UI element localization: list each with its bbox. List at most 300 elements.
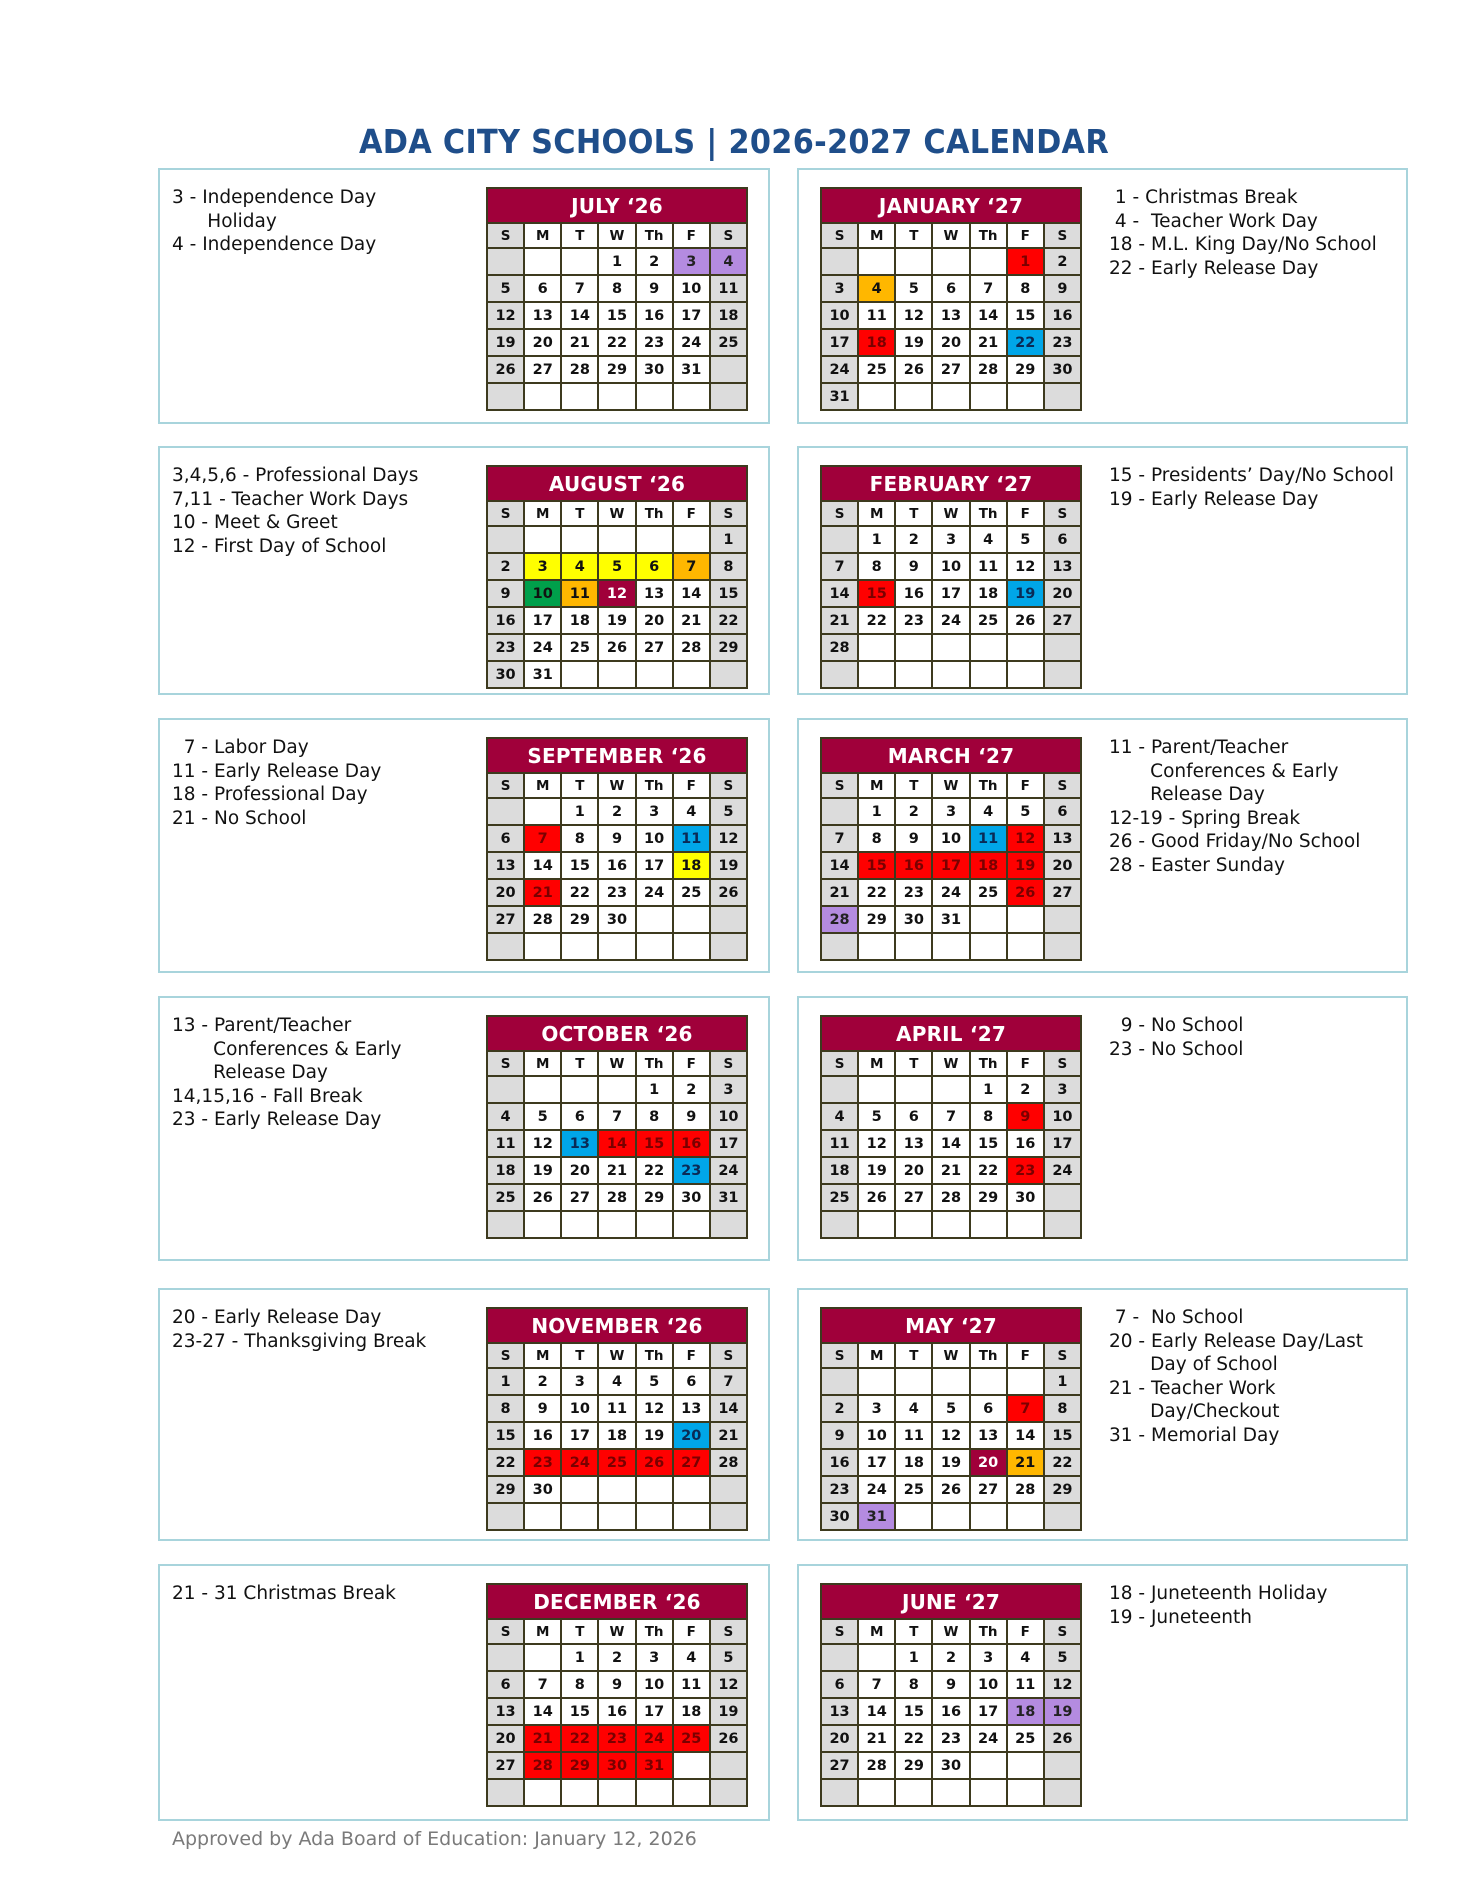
day-cell: 4: [971, 527, 1006, 552]
day-cell: 26: [525, 1185, 560, 1210]
month-notes: [1109, 464, 1409, 511]
day-cell: 30: [599, 907, 634, 932]
weekday-header: S: [822, 1344, 857, 1367]
weekday-header: S: [711, 1344, 746, 1367]
day-cell: 9: [1045, 276, 1080, 301]
day-cell: 11: [822, 1131, 857, 1156]
empty-cell: [896, 662, 931, 687]
empty-cell: [859, 635, 894, 660]
day-cell: 2: [896, 799, 931, 824]
empty-cell: [896, 249, 931, 274]
day-grid: [488, 1618, 746, 1805]
month-title: OCTOBER ‘26: [488, 1017, 746, 1050]
empty-cell: [1008, 384, 1043, 409]
weekday-header: S: [1045, 1052, 1080, 1075]
weekday-header: S: [1045, 1620, 1080, 1643]
day-cell: 23: [896, 608, 931, 633]
day-cell: 23: [933, 1726, 968, 1751]
empty-cell: [562, 1504, 597, 1529]
day-cell: 17: [562, 1423, 597, 1448]
day-cell: 21: [859, 1726, 894, 1751]
empty-cell: [599, 662, 634, 687]
empty-cell: [822, 1212, 857, 1237]
day-cell: 6: [674, 1369, 709, 1394]
day-cell: 23: [1008, 1158, 1043, 1183]
day-cell: 19: [896, 330, 931, 355]
day-cell: 14: [822, 853, 857, 878]
day-cell: 25: [599, 1450, 634, 1475]
empty-cell: [896, 1369, 931, 1394]
day-cell: 18: [488, 1158, 523, 1183]
month-calendar: [820, 187, 1082, 411]
day-cell: 21: [1008, 1450, 1043, 1475]
empty-cell: [599, 1780, 634, 1805]
day-cell: 9: [896, 554, 931, 579]
day-cell: 8: [859, 826, 894, 851]
empty-cell: [525, 384, 560, 409]
day-cell: 14: [674, 581, 709, 606]
day-cell: 4: [488, 1104, 523, 1129]
day-grid: [822, 1342, 1080, 1529]
day-cell: 14: [711, 1396, 746, 1421]
weekday-header: W: [933, 1052, 968, 1075]
day-cell: 18: [896, 1450, 931, 1475]
weekday-header: S: [711, 224, 746, 247]
day-cell: 17: [1045, 1131, 1080, 1156]
empty-cell: [674, 662, 709, 687]
day-cell: 12: [525, 1131, 560, 1156]
empty-cell: [1045, 1212, 1080, 1237]
empty-cell: [599, 1504, 634, 1529]
day-cell: 13: [971, 1423, 1006, 1448]
note-line: 15 - Presidents’ Day/No School: [1109, 465, 1394, 486]
day-cell: 12: [488, 303, 523, 328]
day-cell: 17: [859, 1450, 894, 1475]
note-line: 21 - 31 Christmas Break: [172, 1583, 396, 1604]
day-cell: 11: [674, 1672, 709, 1697]
day-cell: 8: [859, 554, 894, 579]
day-cell: 23: [488, 635, 523, 660]
day-cell: 11: [859, 303, 894, 328]
empty-cell: [933, 1780, 968, 1805]
day-cell: 21: [933, 1158, 968, 1183]
month-title: JULY ‘26: [488, 189, 746, 222]
day-cell: 8: [637, 1104, 672, 1129]
day-cell: 20: [488, 880, 523, 905]
day-cell: 1: [562, 1645, 597, 1670]
empty-cell: [488, 1645, 523, 1670]
note-line: 21 - No School: [172, 807, 307, 829]
day-cell: 17: [637, 1699, 672, 1724]
month-notes: [1109, 186, 1409, 280]
day-cell: 18: [674, 853, 709, 878]
empty-cell: [1045, 1753, 1080, 1778]
day-cell: 21: [971, 330, 1006, 355]
day-cell: 14: [933, 1131, 968, 1156]
day-cell: 21: [599, 1158, 634, 1183]
month-title: JANUARY ‘27: [822, 189, 1080, 222]
month-panel-dec: [158, 1564, 770, 1821]
day-cell: 5: [711, 1645, 746, 1670]
month-calendar: [820, 737, 1082, 961]
day-cell: 15: [711, 581, 746, 606]
day-cell: 23: [599, 1726, 634, 1751]
day-cell: 20: [562, 1158, 597, 1183]
empty-cell: [1045, 635, 1080, 660]
day-cell: 27: [488, 1753, 523, 1778]
day-cell: 20: [971, 1450, 1006, 1475]
weekday-header: W: [933, 1620, 968, 1643]
empty-cell: [859, 1645, 894, 1670]
day-cell: 1: [637, 1077, 672, 1102]
day-cell: 16: [525, 1423, 560, 1448]
day-cell: 5: [933, 1396, 968, 1421]
day-cell: 17: [525, 608, 560, 633]
weekday-header: S: [488, 224, 523, 247]
day-cell: 8: [711, 554, 746, 579]
day-cell: 19: [711, 853, 746, 878]
day-cell: 31: [711, 1185, 746, 1210]
weekday-header: S: [488, 1620, 523, 1643]
weekday-header: S: [822, 1620, 857, 1643]
day-cell: 18: [971, 581, 1006, 606]
day-cell: 7: [674, 554, 709, 579]
empty-cell: [674, 1753, 709, 1778]
weekday-header: W: [933, 774, 968, 797]
month-calendar: [486, 465, 748, 689]
weekday-header: S: [488, 1344, 523, 1367]
month-calendar: [820, 1307, 1082, 1531]
empty-cell: [599, 1477, 634, 1502]
weekday-header: M: [859, 224, 894, 247]
empty-cell: [488, 249, 523, 274]
day-cell: 1: [859, 799, 894, 824]
day-cell: 2: [599, 1645, 634, 1670]
day-cell: 15: [1045, 1423, 1080, 1448]
day-cell: 28: [599, 1185, 634, 1210]
empty-cell: [971, 662, 1006, 687]
weekday-header: Th: [637, 774, 672, 797]
day-cell: 30: [637, 357, 672, 382]
day-cell: 24: [525, 635, 560, 660]
month-panel-feb: [797, 446, 1408, 695]
day-cell: 4: [971, 799, 1006, 824]
day-cell: 25: [488, 1185, 523, 1210]
day-cell: 6: [488, 1672, 523, 1697]
day-cell: 13: [488, 1699, 523, 1724]
weekday-header: M: [859, 502, 894, 525]
empty-cell: [599, 384, 634, 409]
weekday-header: W: [599, 1620, 634, 1643]
empty-cell: [674, 1477, 709, 1502]
empty-cell: [822, 934, 857, 959]
weekday-header: S: [711, 502, 746, 525]
note-line: 13 - Parent/Teacher: [172, 1015, 352, 1036]
day-cell: 23: [1045, 330, 1080, 355]
day-cell: 30: [1045, 357, 1080, 382]
day-cell: 12: [711, 1672, 746, 1697]
weekday-header: F: [674, 1344, 709, 1367]
day-grid: [488, 1342, 746, 1529]
day-cell: 13: [933, 303, 968, 328]
weekday-header: Th: [971, 224, 1006, 247]
weekday-header: F: [1008, 1620, 1043, 1643]
day-cell: 23: [896, 880, 931, 905]
weekday-header: Th: [971, 1052, 1006, 1075]
day-cell: 19: [637, 1423, 672, 1448]
day-cell: 4: [896, 1396, 931, 1421]
empty-cell: [859, 934, 894, 959]
day-cell: 6: [933, 276, 968, 301]
weekday-header: S: [488, 1052, 523, 1075]
empty-cell: [599, 1077, 634, 1102]
month-panel-nov: [158, 1288, 770, 1541]
weekday-header: M: [859, 1344, 894, 1367]
day-cell: 24: [674, 330, 709, 355]
empty-cell: [971, 1212, 1006, 1237]
empty-cell: [525, 799, 560, 824]
day-cell: 7: [562, 276, 597, 301]
month-panel-mar: [797, 718, 1408, 973]
day-cell: 1: [599, 249, 634, 274]
day-cell: 10: [859, 1423, 894, 1448]
day-cell: 7: [822, 554, 857, 579]
day-cell: 15: [859, 581, 894, 606]
day-cell: 17: [637, 853, 672, 878]
month-panel-jun: [797, 1564, 1408, 1821]
day-cell: 4: [562, 554, 597, 579]
day-cell: 5: [896, 276, 931, 301]
note-line: 21 - Teacher Work: [1109, 1377, 1276, 1399]
empty-cell: [599, 934, 634, 959]
day-cell: 27: [896, 1185, 931, 1210]
day-cell: 22: [711, 608, 746, 633]
day-cell: 28: [562, 357, 597, 382]
empty-cell: [933, 635, 968, 660]
month-title: MARCH ‘27: [822, 739, 1080, 772]
weekday-header: F: [1008, 224, 1043, 247]
day-cell: 16: [1045, 303, 1080, 328]
empty-cell: [488, 1504, 523, 1529]
weekday-header: W: [933, 502, 968, 525]
day-cell: 5: [637, 1369, 672, 1394]
day-cell: 28: [822, 635, 857, 660]
day-cell: 20: [1045, 581, 1080, 606]
empty-cell: [933, 1369, 968, 1394]
day-cell: 25: [859, 357, 894, 382]
note-line: 1 - Christmas Break: [1109, 187, 1298, 208]
weekday-header: F: [674, 774, 709, 797]
day-cell: 28: [933, 1185, 968, 1210]
day-cell: 12: [1045, 1672, 1080, 1697]
day-cell: 25: [822, 1185, 857, 1210]
weekday-header: Th: [971, 774, 1006, 797]
month-calendar: [486, 187, 748, 411]
day-cell: 19: [1008, 853, 1043, 878]
day-cell: 26: [896, 357, 931, 382]
weekday-header: Th: [637, 1344, 672, 1367]
note-line: 23 - Early Release Day: [172, 1109, 382, 1130]
day-cell: 30: [488, 662, 523, 687]
empty-cell: [822, 1077, 857, 1102]
day-cell: 13: [562, 1131, 597, 1156]
month-title: NOVEMBER ‘26: [488, 1309, 746, 1342]
month-panel-jul: [158, 168, 770, 424]
weekday-header: Th: [971, 502, 1006, 525]
day-cell: 29: [1008, 357, 1043, 382]
day-cell: 5: [1008, 527, 1043, 552]
day-cell: 12: [637, 1396, 672, 1421]
day-cell: 30: [674, 1185, 709, 1210]
day-cell: 30: [822, 1504, 857, 1529]
weekday-header: S: [1045, 224, 1080, 247]
month-notes: [1109, 1582, 1409, 1629]
empty-cell: [896, 1212, 931, 1237]
day-cell: 20: [896, 1158, 931, 1183]
day-cell: 10: [822, 303, 857, 328]
day-cell: 19: [1008, 581, 1043, 606]
day-cell: 5: [859, 1104, 894, 1129]
day-cell: 25: [674, 880, 709, 905]
day-cell: 24: [637, 880, 672, 905]
empty-cell: [674, 907, 709, 932]
day-cell: 22: [599, 330, 634, 355]
weekday-header: S: [822, 1052, 857, 1075]
empty-cell: [1008, 1753, 1043, 1778]
empty-cell: [637, 384, 672, 409]
empty-cell: [859, 1780, 894, 1805]
empty-cell: [933, 1212, 968, 1237]
day-cell: 18: [599, 1423, 634, 1448]
note-line: 12-19 - Spring Break: [1109, 807, 1301, 829]
weekday-header: F: [674, 1620, 709, 1643]
day-cell: 5: [711, 799, 746, 824]
day-cell: 6: [1045, 799, 1080, 824]
weekday-header: T: [896, 1052, 931, 1075]
day-cell: 24: [711, 1158, 746, 1183]
note-line: 23 - No School: [1109, 1038, 1244, 1060]
empty-cell: [933, 249, 968, 274]
weekday-header: T: [562, 774, 597, 797]
day-cell: 7: [859, 1672, 894, 1697]
month-panel-oct: [158, 996, 770, 1261]
day-cell: 27: [488, 907, 523, 932]
day-cell: 23: [525, 1450, 560, 1475]
day-cell: 26: [1008, 880, 1043, 905]
day-cell: 27: [525, 357, 560, 382]
empty-cell: [599, 1212, 634, 1237]
day-cell: 2: [933, 1645, 968, 1670]
weekday-header: S: [1045, 1344, 1080, 1367]
weekday-header: M: [525, 502, 560, 525]
day-cell: 27: [1045, 880, 1080, 905]
empty-cell: [525, 1504, 560, 1529]
day-cell: 24: [822, 357, 857, 382]
empty-cell: [637, 1780, 672, 1805]
day-cell: 21: [822, 608, 857, 633]
day-cell: 31: [525, 662, 560, 687]
empty-cell: [488, 934, 523, 959]
day-cell: 25: [562, 635, 597, 660]
day-cell: 25: [1008, 1726, 1043, 1751]
day-cell: 10: [1045, 1104, 1080, 1129]
day-cell: 12: [896, 303, 931, 328]
empty-cell: [822, 1780, 857, 1805]
day-cell: 24: [637, 1726, 672, 1751]
day-cell: 14: [822, 581, 857, 606]
note-line: 20 - Early Release Day: [172, 1307, 382, 1328]
weekday-header: F: [1008, 1344, 1043, 1367]
day-cell: 15: [1008, 303, 1043, 328]
note-line: 22 - Early Release Day: [1109, 257, 1319, 279]
day-cell: 5: [488, 276, 523, 301]
note-line: Release Day: [1109, 784, 1265, 805]
day-cell: 12: [599, 581, 634, 606]
day-cell: 8: [1045, 1396, 1080, 1421]
day-cell: 18: [711, 303, 746, 328]
day-cell: 23: [599, 880, 634, 905]
empty-cell: [896, 1504, 931, 1529]
day-cell: 1: [562, 799, 597, 824]
day-cell: 11: [674, 826, 709, 851]
weekday-header: W: [933, 1344, 968, 1367]
day-cell: 25: [674, 1726, 709, 1751]
empty-cell: [1008, 662, 1043, 687]
day-cell: 9: [488, 581, 523, 606]
day-cell: 11: [971, 826, 1006, 851]
day-cell: 20: [1045, 853, 1080, 878]
day-cell: 4: [711, 249, 746, 274]
day-cell: 15: [637, 1131, 672, 1156]
empty-cell: [562, 384, 597, 409]
day-cell: 16: [1008, 1131, 1043, 1156]
empty-cell: [971, 635, 1006, 660]
empty-cell: [896, 934, 931, 959]
month-title: MAY ‘27: [822, 1309, 1080, 1342]
day-cell: 21: [674, 608, 709, 633]
month-calendar: [486, 737, 748, 961]
day-cell: 20: [674, 1423, 709, 1448]
day-cell: 17: [674, 303, 709, 328]
note-line: Conferences & Early: [1109, 760, 1339, 782]
day-cell: 22: [1045, 1450, 1080, 1475]
day-cell: 20: [488, 1726, 523, 1751]
day-cell: 12: [1008, 554, 1043, 579]
day-cell: 30: [525, 1477, 560, 1502]
empty-cell: [562, 934, 597, 959]
empty-cell: [562, 662, 597, 687]
day-cell: 18: [1008, 1699, 1043, 1724]
day-grid: [488, 1050, 746, 1237]
weekday-header: M: [859, 1620, 894, 1643]
day-cell: 2: [1008, 1077, 1043, 1102]
weekday-header: F: [674, 1052, 709, 1075]
day-cell: 5: [525, 1104, 560, 1129]
day-cell: 9: [637, 276, 672, 301]
month-panel-may: [797, 1288, 1408, 1541]
empty-cell: [896, 384, 931, 409]
month-calendar: [486, 1307, 748, 1531]
day-cell: 6: [822, 1672, 857, 1697]
day-cell: 13: [822, 1699, 857, 1724]
month-notes: [1109, 1014, 1409, 1061]
empty-cell: [525, 1780, 560, 1805]
weekday-header: F: [1008, 774, 1043, 797]
weekday-header: F: [674, 224, 709, 247]
day-cell: 1: [971, 1077, 1006, 1102]
month-panel-sep: [158, 718, 770, 973]
empty-cell: [711, 662, 746, 687]
